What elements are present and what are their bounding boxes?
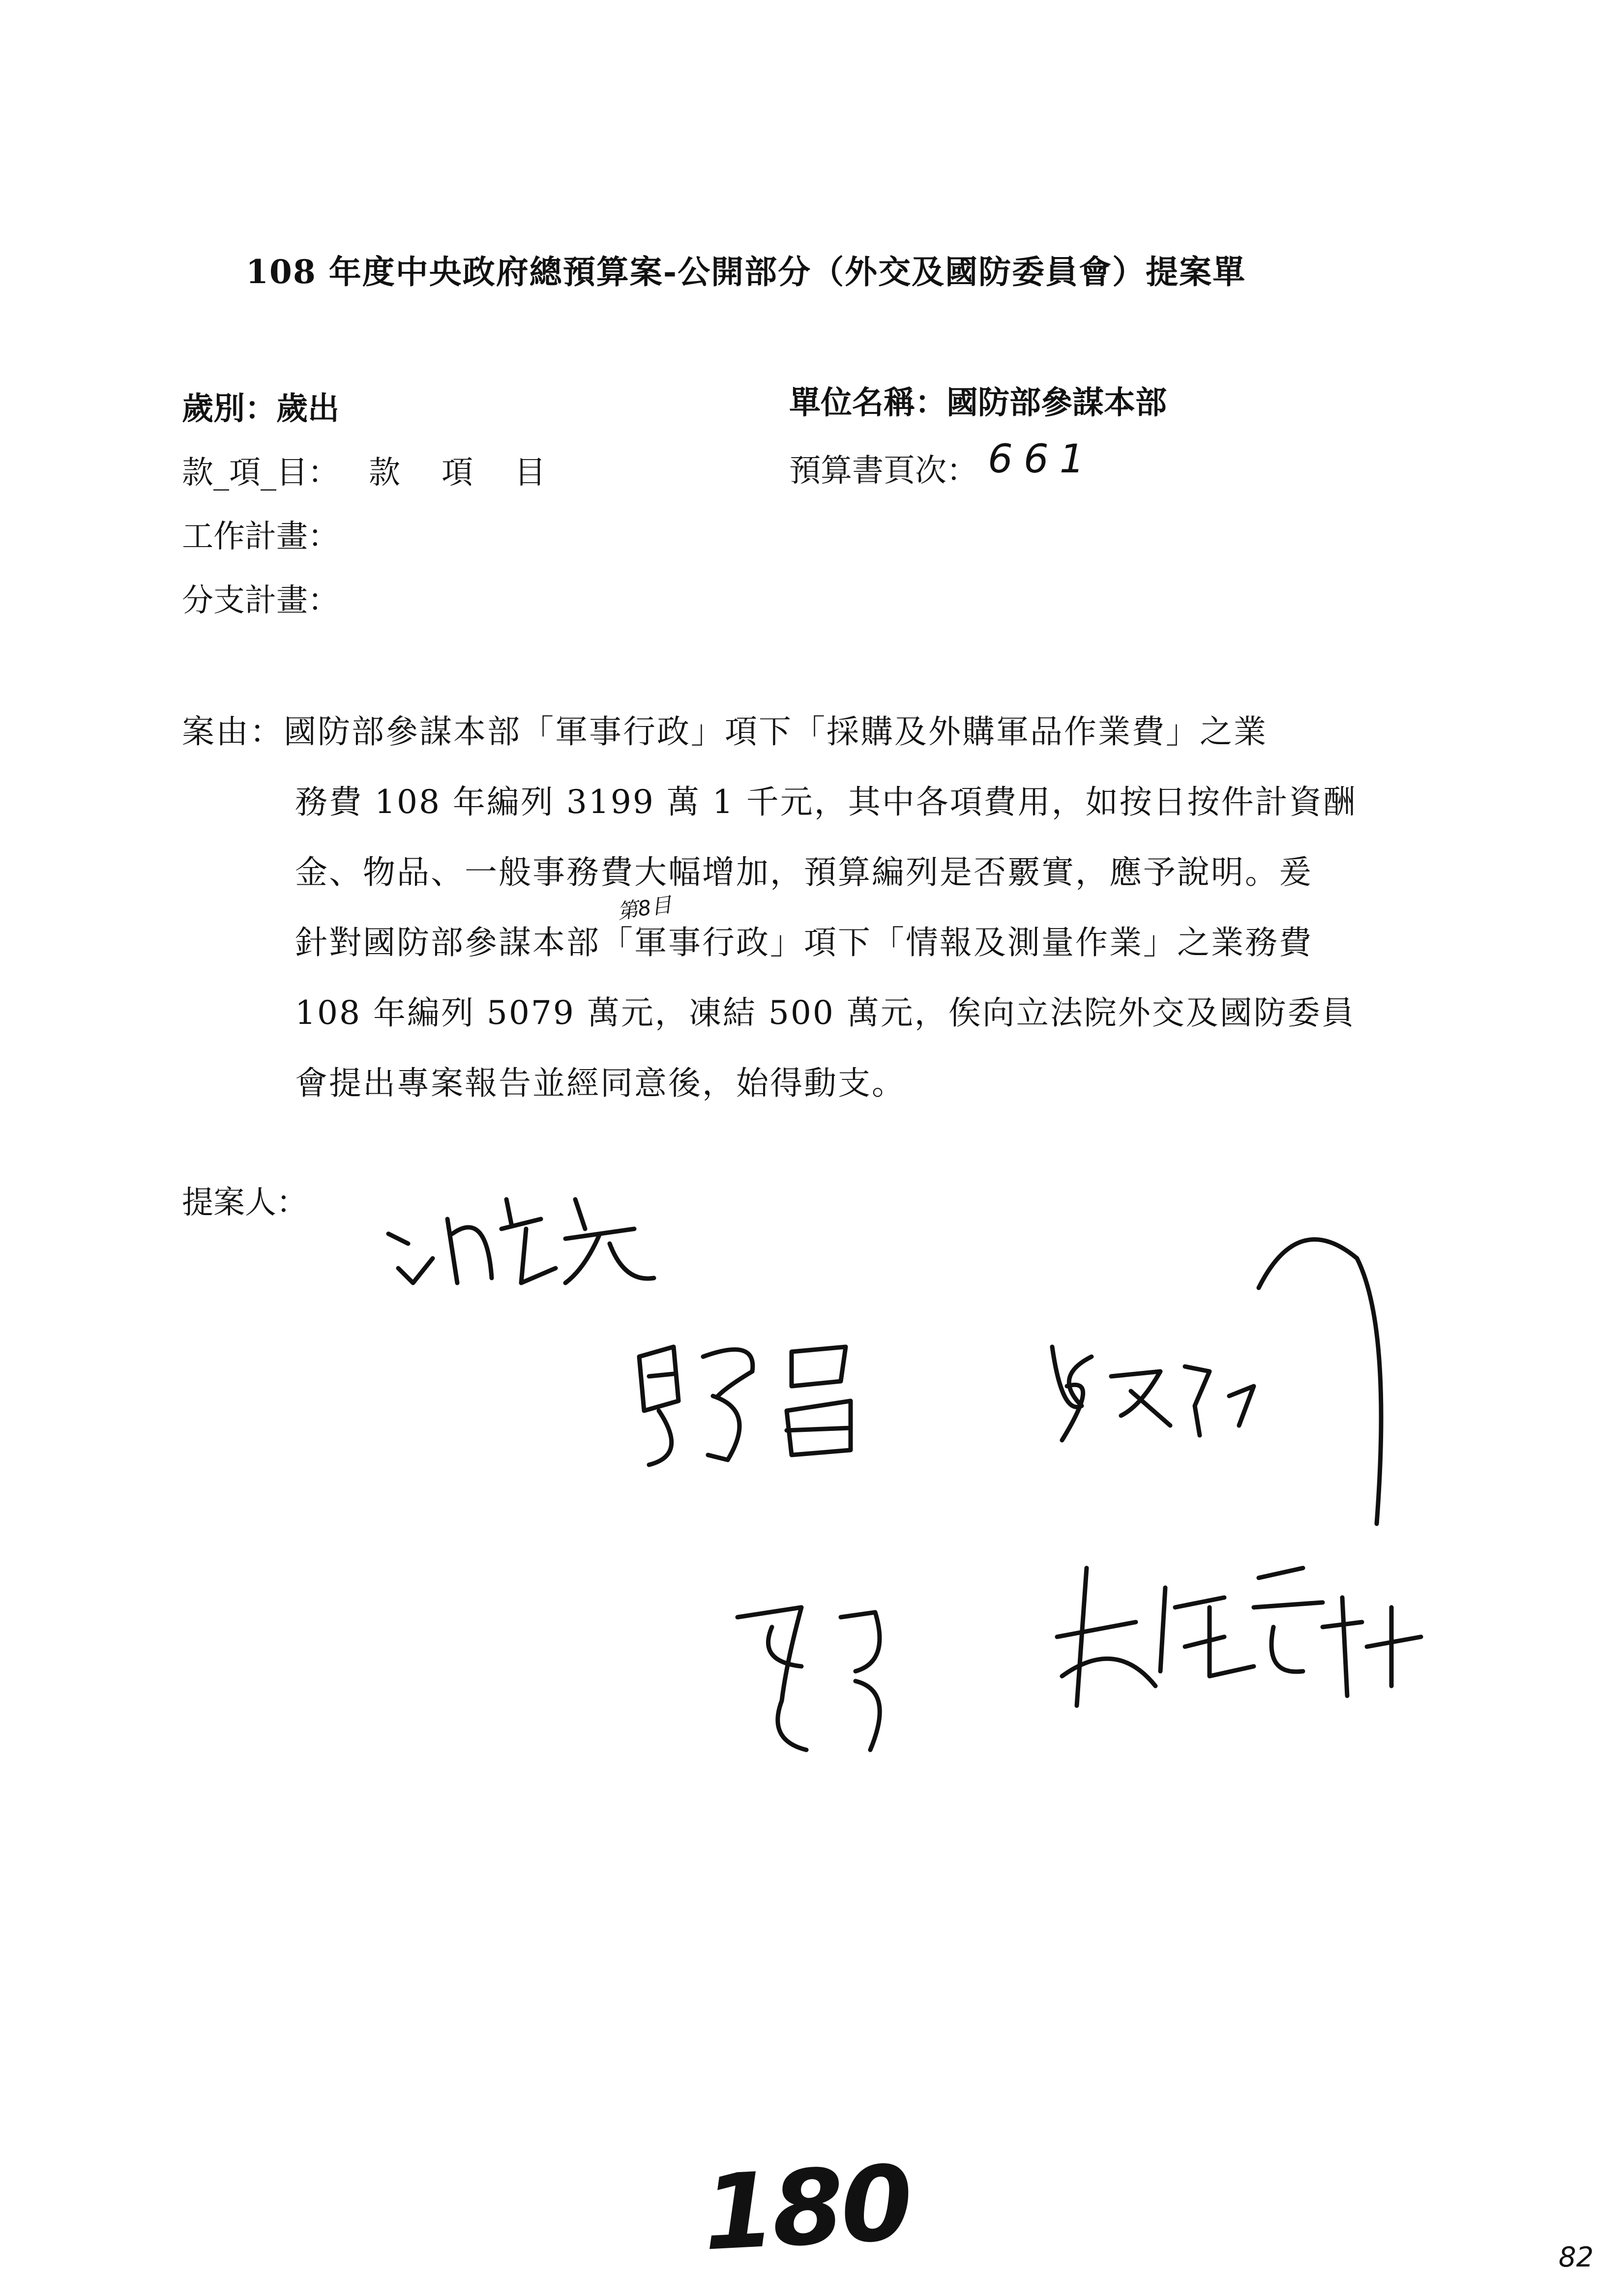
case-line-1: 案由：國防部參謀本部「軍事行政」項下「採購及外購軍品作業費」之業	[182, 713, 1268, 751]
category-field	[182, 383, 339, 429]
case-line-6: 會提出專案報告並經同意後，始得動支。	[295, 1064, 906, 1102]
budget-page-label: 預算書頁次：	[789, 453, 978, 489]
signature-2	[629, 1327, 934, 1484]
case-line-5: 108 年編列 5079 萬元，凍結 500 萬元，俟向立法院外交及國防委員	[295, 994, 1356, 1032]
page-corner-number: 82	[1559, 2241, 1594, 2273]
category-value: 歲出	[276, 390, 339, 427]
item-field	[182, 447, 551, 493]
case-line-3: 金、物品、一般事務費大幅增加，預算編列是否覈實，應予說明。爰	[295, 853, 1313, 891]
work-plan-label: 工作計畫：	[182, 519, 339, 555]
sub-plan-label: 分支計畫：	[182, 582, 339, 619]
category-label: 歲別：	[182, 390, 276, 427]
budget-page-field	[789, 436, 1095, 491]
unit-field	[789, 378, 1167, 423]
signature-3	[1023, 1229, 1416, 1548]
proposer-label: 提案人：	[182, 1185, 308, 1221]
handwritten-insert: 第8目	[616, 892, 673, 924]
unit-label: 單位名稱：	[789, 384, 946, 421]
case-line-2: 務費 108 年編列 3199 萬 1 千元，其中各項費用，如按日按件計資酬	[295, 783, 1357, 821]
handwritten-number: 180	[700, 2143, 913, 2274]
unit-value: 國防部參謀本部	[946, 384, 1167, 421]
document-title: 108 年度中央政府總預算案-公開部分（外交及國防委員會）提案單	[246, 253, 1246, 291]
signature-5	[1047, 1548, 1450, 1715]
signature-1	[379, 1170, 723, 1298]
case-label: 案由：	[182, 713, 284, 751]
item-value: 款 項 目	[369, 455, 551, 491]
signature-4	[728, 1563, 1003, 1770]
item-label: 款_項_目：	[182, 455, 339, 491]
budget-page-value: 661	[988, 436, 1095, 482]
case-line-4: 針對國防部參謀本部「軍事行政」項下「情報及測量作業」之業務費	[295, 924, 1313, 961]
